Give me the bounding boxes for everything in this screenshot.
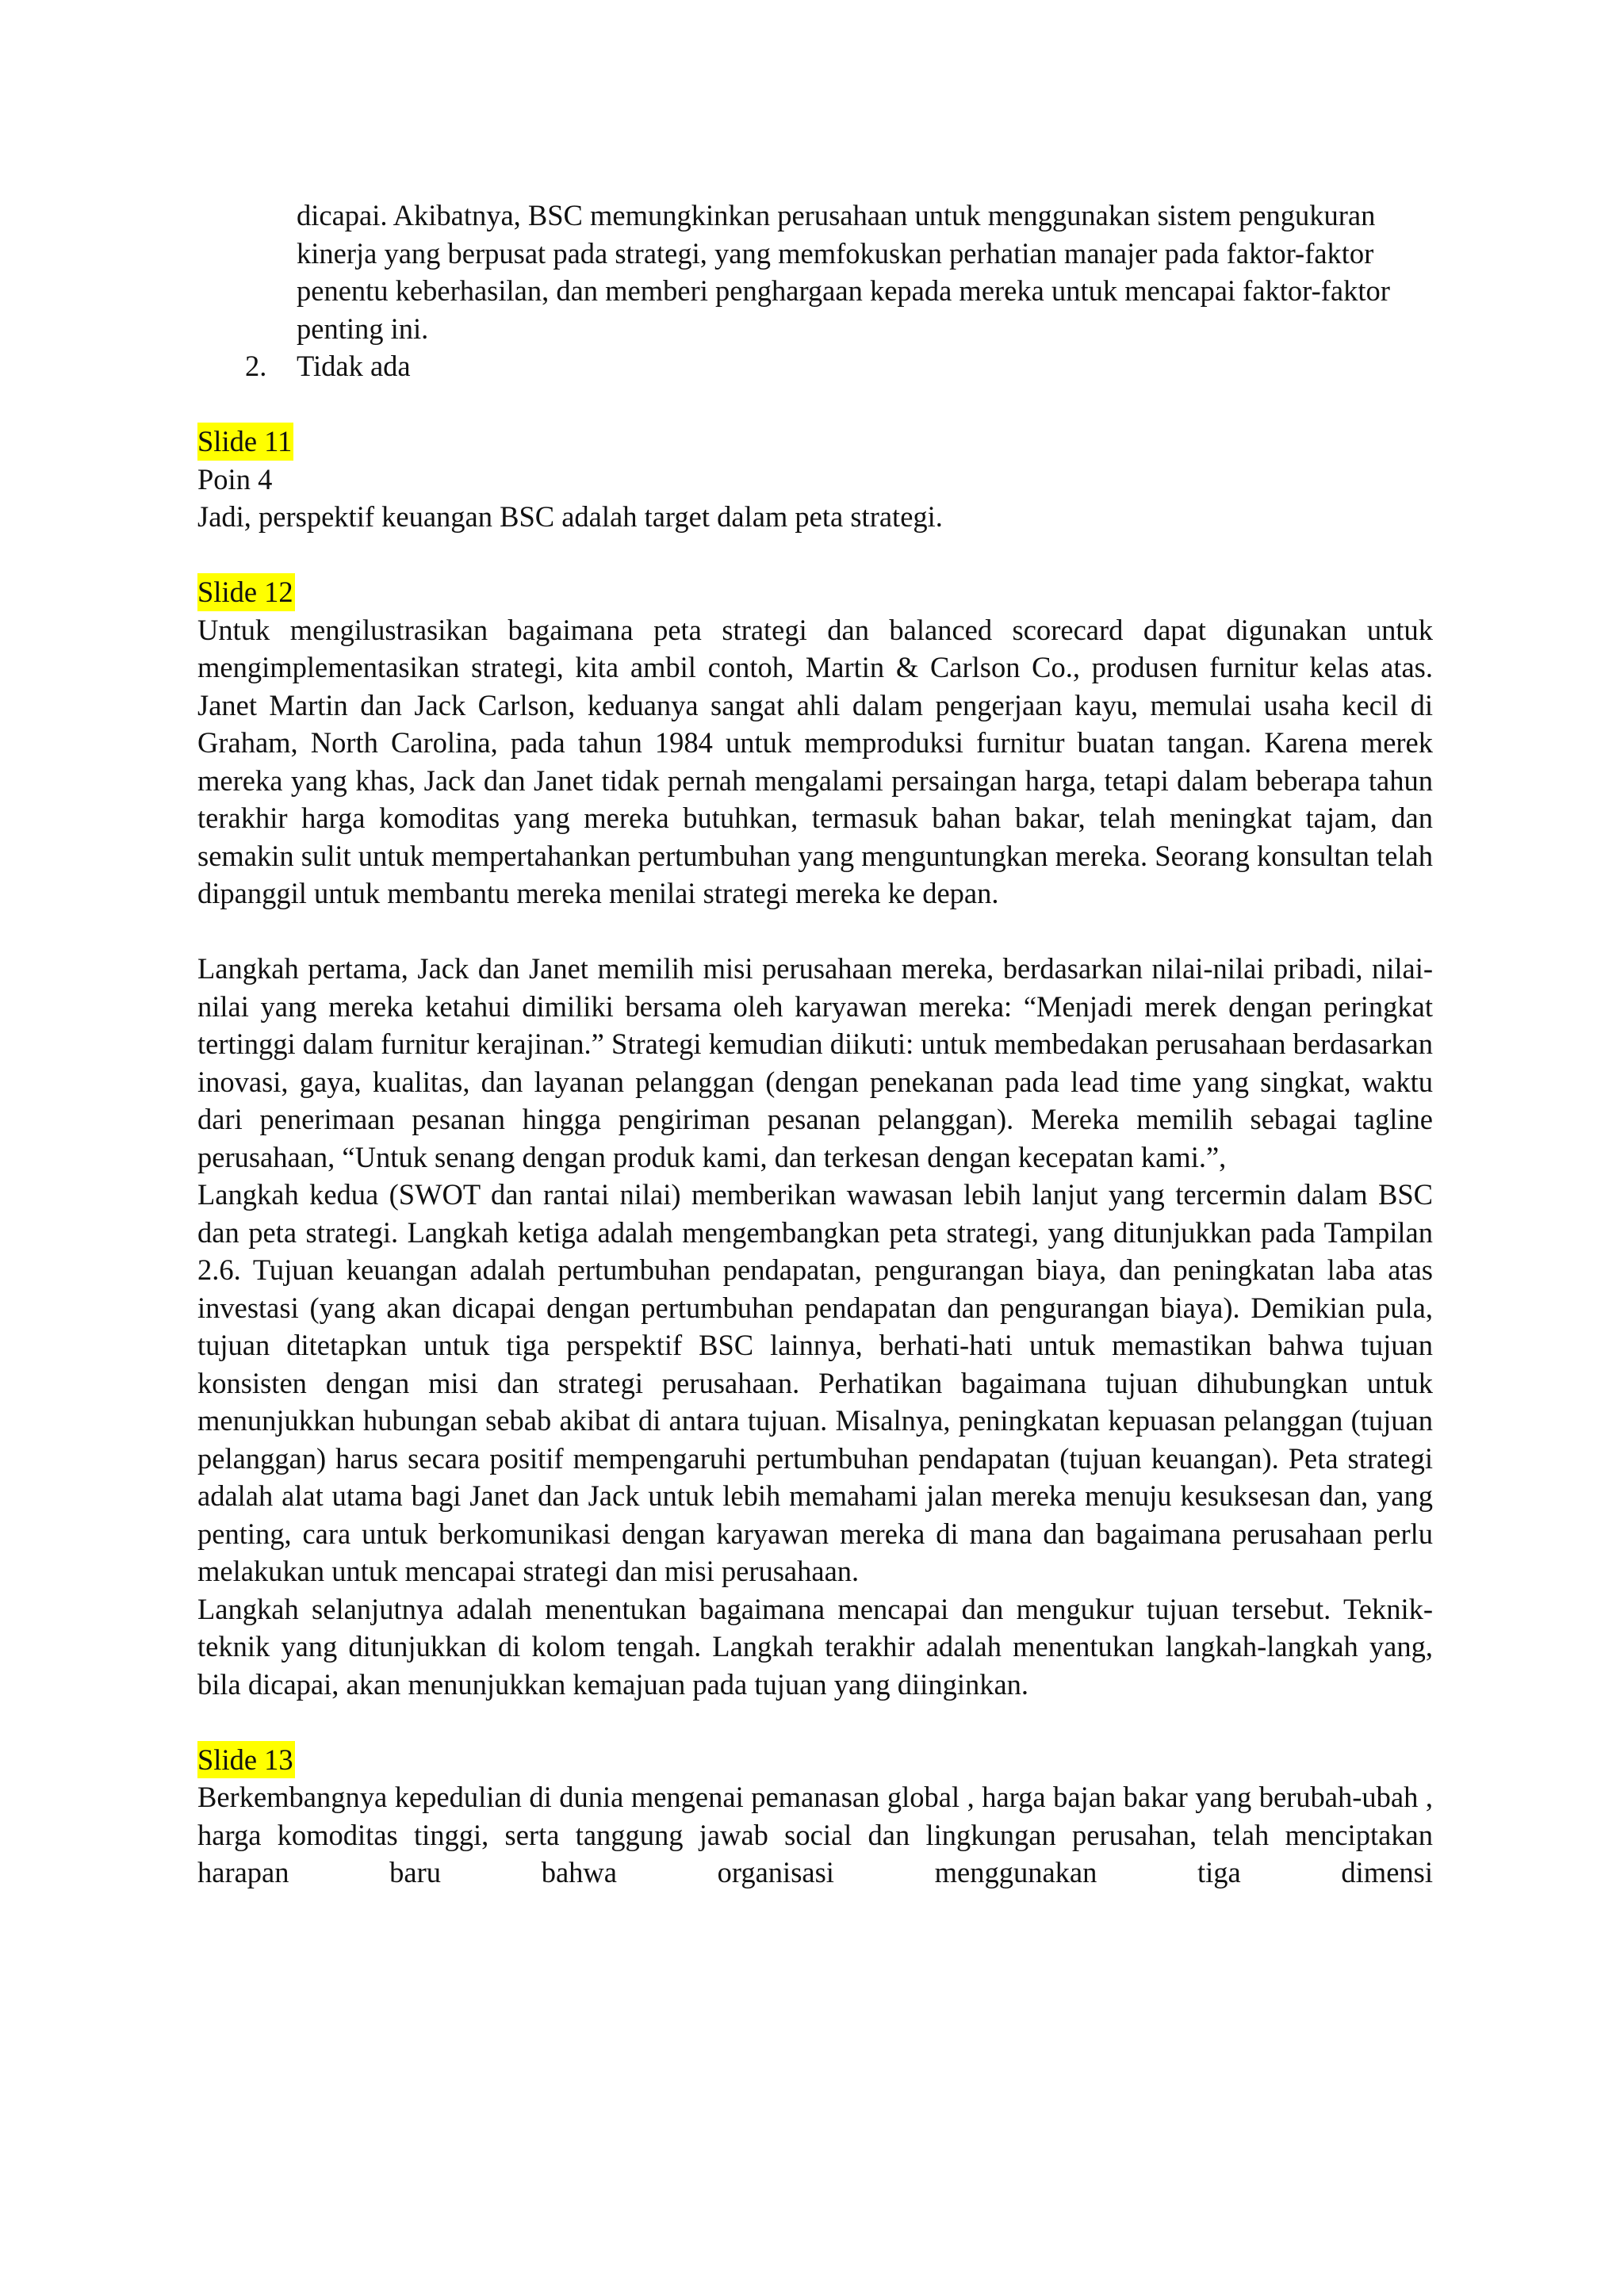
spacer <box>197 913 1433 951</box>
slide-11-subheading: Poin 4 <box>197 462 273 496</box>
list-item-1-text: dicapai. Akibatnya, BSC memungkinkan perusahaan untuk menggunakan sistem pengukuran kinerja yang berpusat pada strategi, yang memfokuskan perhatian manajer pada faktor-faktor penentu keberhasilan, dan memberi penghargaan kepada mereka untuk mencapai faktor-faktor penting ini. <box>297 199 1390 345</box>
slide-12-heading: Slide 12 <box>197 573 295 611</box>
spacer <box>197 385 1433 423</box>
list-item-2-number: 2. <box>245 350 267 382</box>
list-item-2-text: Tidak ada <box>297 350 411 382</box>
slide-11-heading: Slide 11 <box>197 423 293 461</box>
section-slide-13 <box>197 1741 1433 1892</box>
section-slide-11 <box>197 423 1433 536</box>
slide-13-heading: Slide 13 <box>197 1741 295 1779</box>
slide-12-paragraph-1: Untuk mengilustrasikan bagaimana peta strategi dan balanced scorecard dapat digunakan untuk mengimplementasikan strategi, kita ambil contoh, Martin & Carlson Co., produsen furnitur kelas atas. Janet Martin dan Jack Carlson, keduanya sangat ahli dalam pengerjaan kayu, memulai usaha kecil di Graham, North Carolina, pada tahun 1984 untuk memproduksi furnitur buatan tangan. Karena merek mereka yang khas, Jack dan Janet tidak pernah mengalami persaingan harga, tetapi dalam beberapa tahun terakhir harga komoditas yang mereka butuhkan, termasuk bahan bakar, telah meningkat tajam, dan semakin sulit untuk mempertahankan pertumbuhan yang menguntungkan mereka. Seorang konsultan telah dipanggil untuk membantu mereka menilai strategi mereka ke depan. <box>197 613 1433 909</box>
slide-11-text: Jadi, perspektif keuangan BSC adalah target dalam peta strategi. <box>197 500 943 533</box>
slide-12-paragraph-2: Langkah pertama, Jack dan Janet memilih misi perusahaan mereka, berdasarkan nilai-nilai pribadi, nilai-nilai yang mereka ketahui dimiliki bersama oleh karyawan mereka: “Menjadi merek dengan peringkat tertinggi dalam furnitur kerajinan.” Strategi kemudian diikuti: untuk membedakan perusahaan berdasarkan inovasi, gaya, kualitas, dan layanan pelanggan (dengan penekanan pada lead time yang singkat, waktu dari penerimaan pesanan hingga pengiriman pesanan pelanggan). Mereka memilih sebagai tagline perusahaan, “Untuk senang dengan produk kami, dan terkesan dengan kecepatan kami.”, <box>197 952 1433 1173</box>
spacer <box>197 536 1433 574</box>
slide-13-paragraph-1: Berkembangnya kepedulian di dunia mengenai pemanasan global , harga bajan bakar yang berubah-ubah , harga komoditas tinggi, serta tanggung jawab social dan lingkungan perusahan, telah menciptakan harapan baru bahwa organisasi menggunakan tiga dimensi <box>197 1781 1433 1888</box>
list-item-2 <box>197 347 1433 385</box>
list-item-1-continuation <box>197 197 1433 347</box>
slide-12-paragraph-3: Langkah kedua (SWOT dan rantai nilai) memberikan wawasan lebih lanjut yang tercermin dalam BSC dan peta strategi. Langkah ketiga adalah mengembangkan peta strategi, yang ditunjukkan pada Tampilan 2.6. Tujuan keuangan adalah pertumbuhan pendapatan, pengurangan biaya, dan peningkatan laba atas investasi (yang akan dicapai dengan pertumbuhan pendapatan dan pengurangan biaya). Demikian pula, tujuan ditetapkan untuk tiga perspektif BSC lainnya, berhati-hati untuk memastikan bahwa tujuan konsisten dengan misi dan strategi perusahaan. Perhatikan bagaimana tujuan dihubungkan untuk menunjukkan hubungan sebab akibat di antara tujuan. Misalnya, peningkatan kepuasan pelanggan (tujuan pelanggan) harus secara positif mempengaruhi pertumbuhan pendapatan (tujuan keuangan). Peta strategi adalah alat utama bagi Janet dan Jack untuk lebih memahami jalan mereka menuju kesuksesan dan, yang penting, cara untuk berkomunikasi dengan karyawan mereka di mana dan bagaimana perusahaan perlu melakukan untuk mencapai strategi dan misi perusahaan. <box>197 1178 1433 1587</box>
section-slide-12 <box>197 573 1433 1703</box>
slide-12-paragraph-4: Langkah selanjutnya adalah menentukan bagaimana mencapai dan mengukur tujuan tersebut. Teknik-teknik yang ditunjukkan di kolom tengah. Langkah terakhir adalah menentukan langkah-langkah yang, bila dicapai, akan menunjukkan kemajuan pada tujuan yang diinginkan. <box>197 1592 1433 1701</box>
spacer <box>197 1703 1433 1741</box>
document-page <box>197 197 1433 1892</box>
